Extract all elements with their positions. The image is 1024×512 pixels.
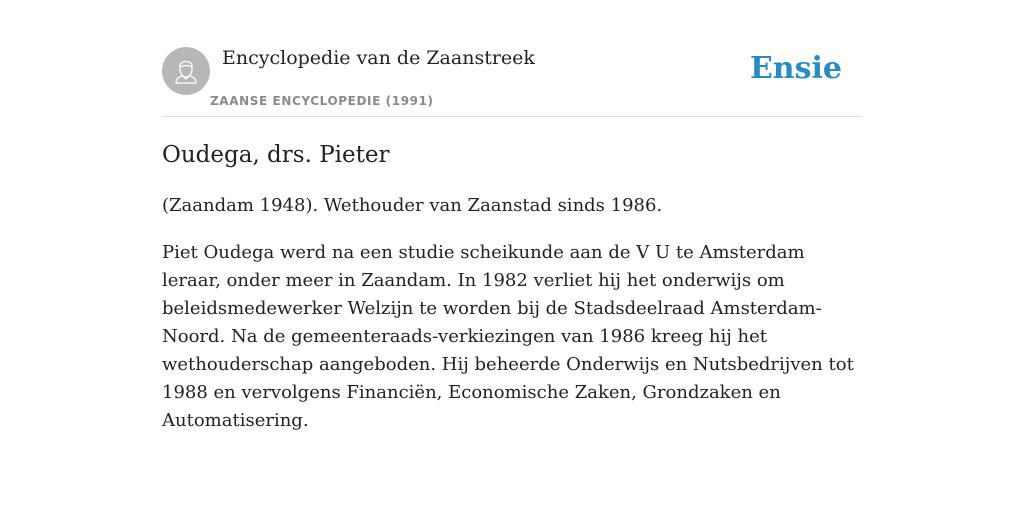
article-title: Oudega, drs. Pieter — [162, 142, 390, 168]
article-paragraph: Piet Oudega werd na een studie scheikunde aan de V U te Amsterdam leraar, onder meer in Zaandam. In 1982 verliet hij het onderwijs om beleidsmedewerker Welzijn te worden bij de Stadsdeelraad Amsterdam-Noord. Na de gemeenteraads-verkiezingen van 1986 kreeg hij het wethouderschap aangeboden. Hij beheerde Onderwijs en Nutsbedrijven tot 1988 en vervolgens Financiën, Economische Zaken, Grondzaken en Automatisering. — [162, 242, 854, 431]
source-subtitle[interactable]: ZAANSE ENCYCLOPEDIE (1991) — [210, 94, 434, 108]
source-header — [162, 0, 862, 117]
ensie-logo[interactable]: Ensie — [749, 51, 842, 86]
source-title[interactable]: Encyclopedie van de Zaanstreek — [222, 47, 535, 69]
article-paragraph: (Zaandam 1948). Wethouder van Zaanstad sinds 1986. — [162, 195, 663, 216]
user-silhouette-icon — [162, 47, 210, 95]
article-card — [162, 0, 862, 431]
avatar[interactable] — [162, 47, 210, 95]
